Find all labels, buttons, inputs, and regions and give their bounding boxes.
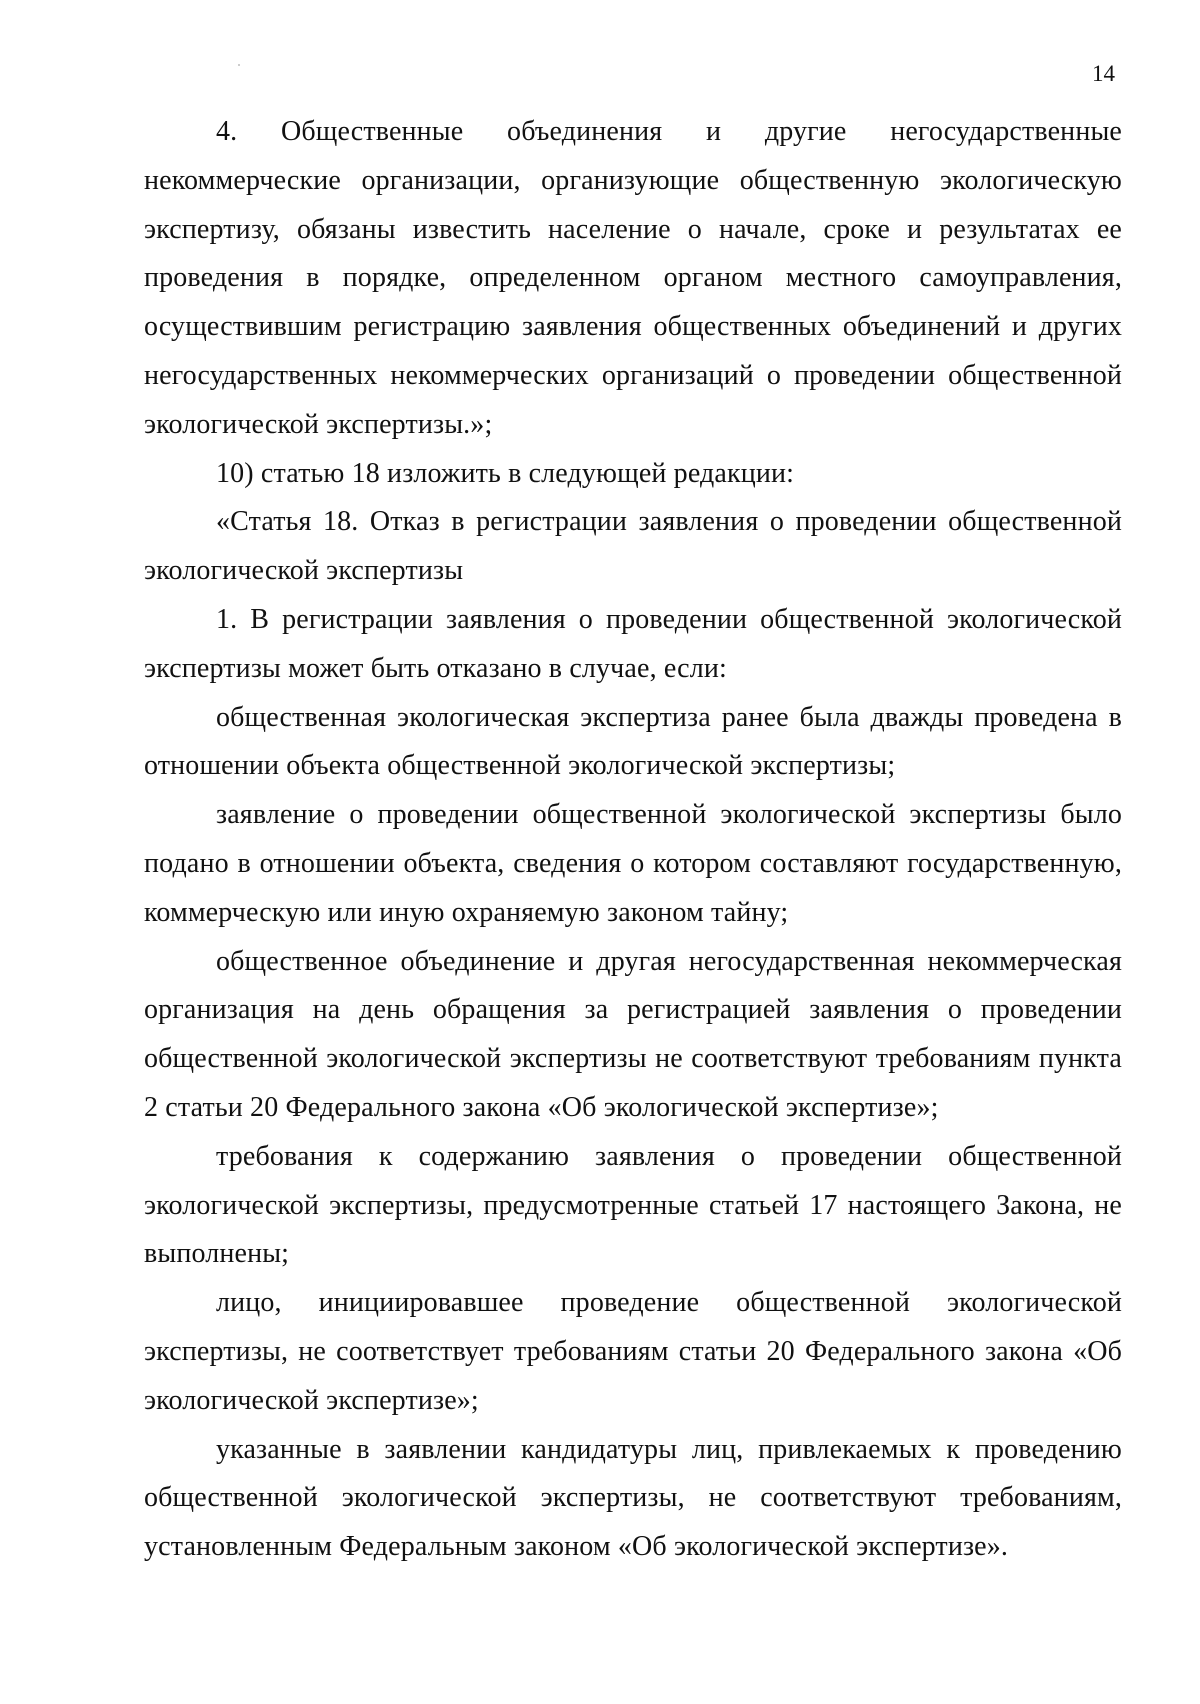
refusal-reason-protected-secret: заявление о проведении общественной экологической экспертизы было подано в отношении объекта, сведения о котором составляют государственную, коммерческую или иную охраняемую законом тайну; (144, 799, 1122, 928)
refusal-reason-application-content: требования к содержанию заявления о проведении общественной экологической экспертизы, предусмотренные статьей 17 настоящего Закона, не выполнены; (144, 1140, 1122, 1270)
paragraph-item-4-notify-population: 4. Общественные объединения и другие негосударственные некоммерческие организации, организующие общественную экологическую экспертизу, обязаны известить население о начале, сроке и результатах ее проведения в порядке, определенном органом местного самоуправления, осуществившим регистрацию заявления общественных объединений и других негосударственных некоммерческих организаций о проведении общественной экологической экспертизы.»; (144, 116, 1122, 440)
refusal-reason-organization-requirements: общественное объединение и другая негосударственная некоммерческая организация на день обращения за регистрацией заявления о проведении общественной экологической экспертизы не соответствуют требованиям пункта 2 статьи 20 Федерального закона «Об экологической экспертизе»; (144, 945, 1122, 1123)
refusal-reason-twice-conducted: общественная экологическая экспертиза ранее была дважды проведена в отношении объекта общественной экологической экспертизы; (144, 701, 1122, 782)
refusal-reason-initiator: лицо, инициировавшее проведение общественной экологической экспертизы, не соответствует требованиям статьи 20 Федерального закона «Об экологической экспертизе»; (144, 1287, 1122, 1416)
scan-speck (238, 64, 240, 66)
paragraph-amendment-10: 10) статью 18 изложить в следующей редакции: (216, 457, 795, 489)
page-number: 14 (1092, 61, 1115, 86)
document-body (144, 108, 1122, 1572)
refusal-reason-candidates: указанные в заявлении кандидатуры лиц, привлекаемых к проведению общественной экологической экспертизы, не соответствуют требованиям, установленным Федеральным законом «Об экологической экспертизе». (144, 1433, 1122, 1563)
article-18-heading: «Статья 18. Отказ в регистрации заявления о проведении общественной экологической экспертизы (144, 506, 1122, 587)
paragraph-article-18-point-1: 1. В регистрации заявления о проведении общественной экологической экспертизы может быть отказано в случае, если: (144, 603, 1122, 684)
